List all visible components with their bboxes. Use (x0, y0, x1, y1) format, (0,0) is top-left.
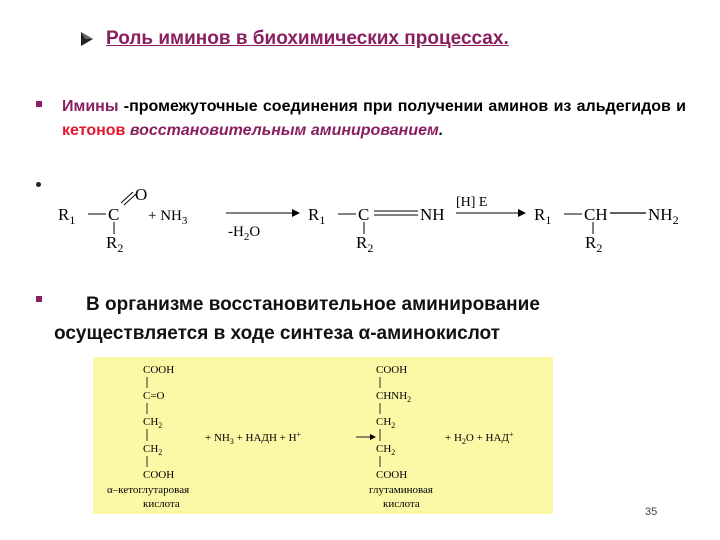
svg-text:CH2: $CH_2$ (143, 416, 163, 430)
r1-label: $R_1$ (58, 205, 76, 227)
alpha-ketoglutarate-structure (107, 364, 189, 510)
svg-text:COOH: COOH (143, 364, 175, 376)
svg-text:CH2: $CH_2$ (143, 443, 163, 457)
svg-text:COOH: COOH (376, 364, 408, 376)
svg-text:COOH: COOH (376, 469, 408, 481)
imine-r2-label: $R_2$ (356, 233, 374, 255)
amine-nh2: $NH_2$ (648, 205, 679, 227)
alpha-ketoglutarate-name: α–кетоглутаровая (107, 484, 190, 496)
reaction-products: + $H_2O + НАД^+$ (445, 430, 514, 446)
definition-text: -промежуточные соединения при получении аминов из альдегидов и (118, 98, 686, 115)
glutamate-synthesis-panel (93, 357, 553, 514)
svg-text:CH2: $CH_2$ (376, 416, 396, 430)
svg-text:CH2: $CH_2$ (376, 443, 396, 457)
carbonyl-carbon: C (108, 205, 120, 224)
amino-acid-synthesis-text: В организме восстановительное аминирование осуществляется в ходе синтеза α-аминокислот (54, 294, 540, 344)
imine-nh: NH (420, 205, 445, 224)
amine-r2-label: $R_2$ (585, 233, 603, 255)
svg-text:кислота: кислота (143, 498, 180, 510)
reaction-reagents: + $NH_3$ + НАДН + Н+ (205, 430, 302, 446)
square-bullet-icon (36, 101, 42, 107)
term-ketones: кетонов (62, 122, 126, 139)
glutamate-name: глутаминовая (369, 484, 433, 496)
reduction-reagents: [H] E (456, 195, 488, 210)
imine-carbon: C (358, 205, 370, 224)
amine-ch: CH (584, 205, 608, 224)
term-reductive-amination: восстановительным аминированием (129, 122, 439, 139)
r2-label: $R_2$ (106, 233, 124, 255)
glutamate-structure (369, 364, 433, 510)
slide-title (80, 28, 509, 50)
amine-r1-label: $R_1$ (534, 205, 552, 227)
square-bullet-icon (36, 296, 42, 302)
svg-text:COOH: COOH (143, 469, 175, 481)
arrow-bullet-icon (80, 31, 94, 47)
imine-r1-label: $R_1$ (308, 205, 326, 227)
ammonia-label: + $NH_3$ (148, 208, 188, 227)
page-number: 35 (645, 506, 658, 518)
imine-definition: Имины -промежуточные соединения при получении аминов из альдегидов и кетонов восстановительным аминированием. (62, 98, 686, 139)
title-text: Роль иминов в биохимических процессах. (106, 28, 509, 49)
term-imines: Имины (62, 98, 119, 115)
svg-text:C=O: C=O (143, 390, 165, 402)
reductive-amination-scheme (40, 182, 700, 272)
svg-text:CHNH2: $CHNH_2$ (376, 390, 412, 404)
water-elimination-label: $-H_2O$ (228, 224, 261, 243)
svg-text:кислота: кислота (383, 498, 420, 510)
oxygen-label: O (135, 185, 148, 204)
